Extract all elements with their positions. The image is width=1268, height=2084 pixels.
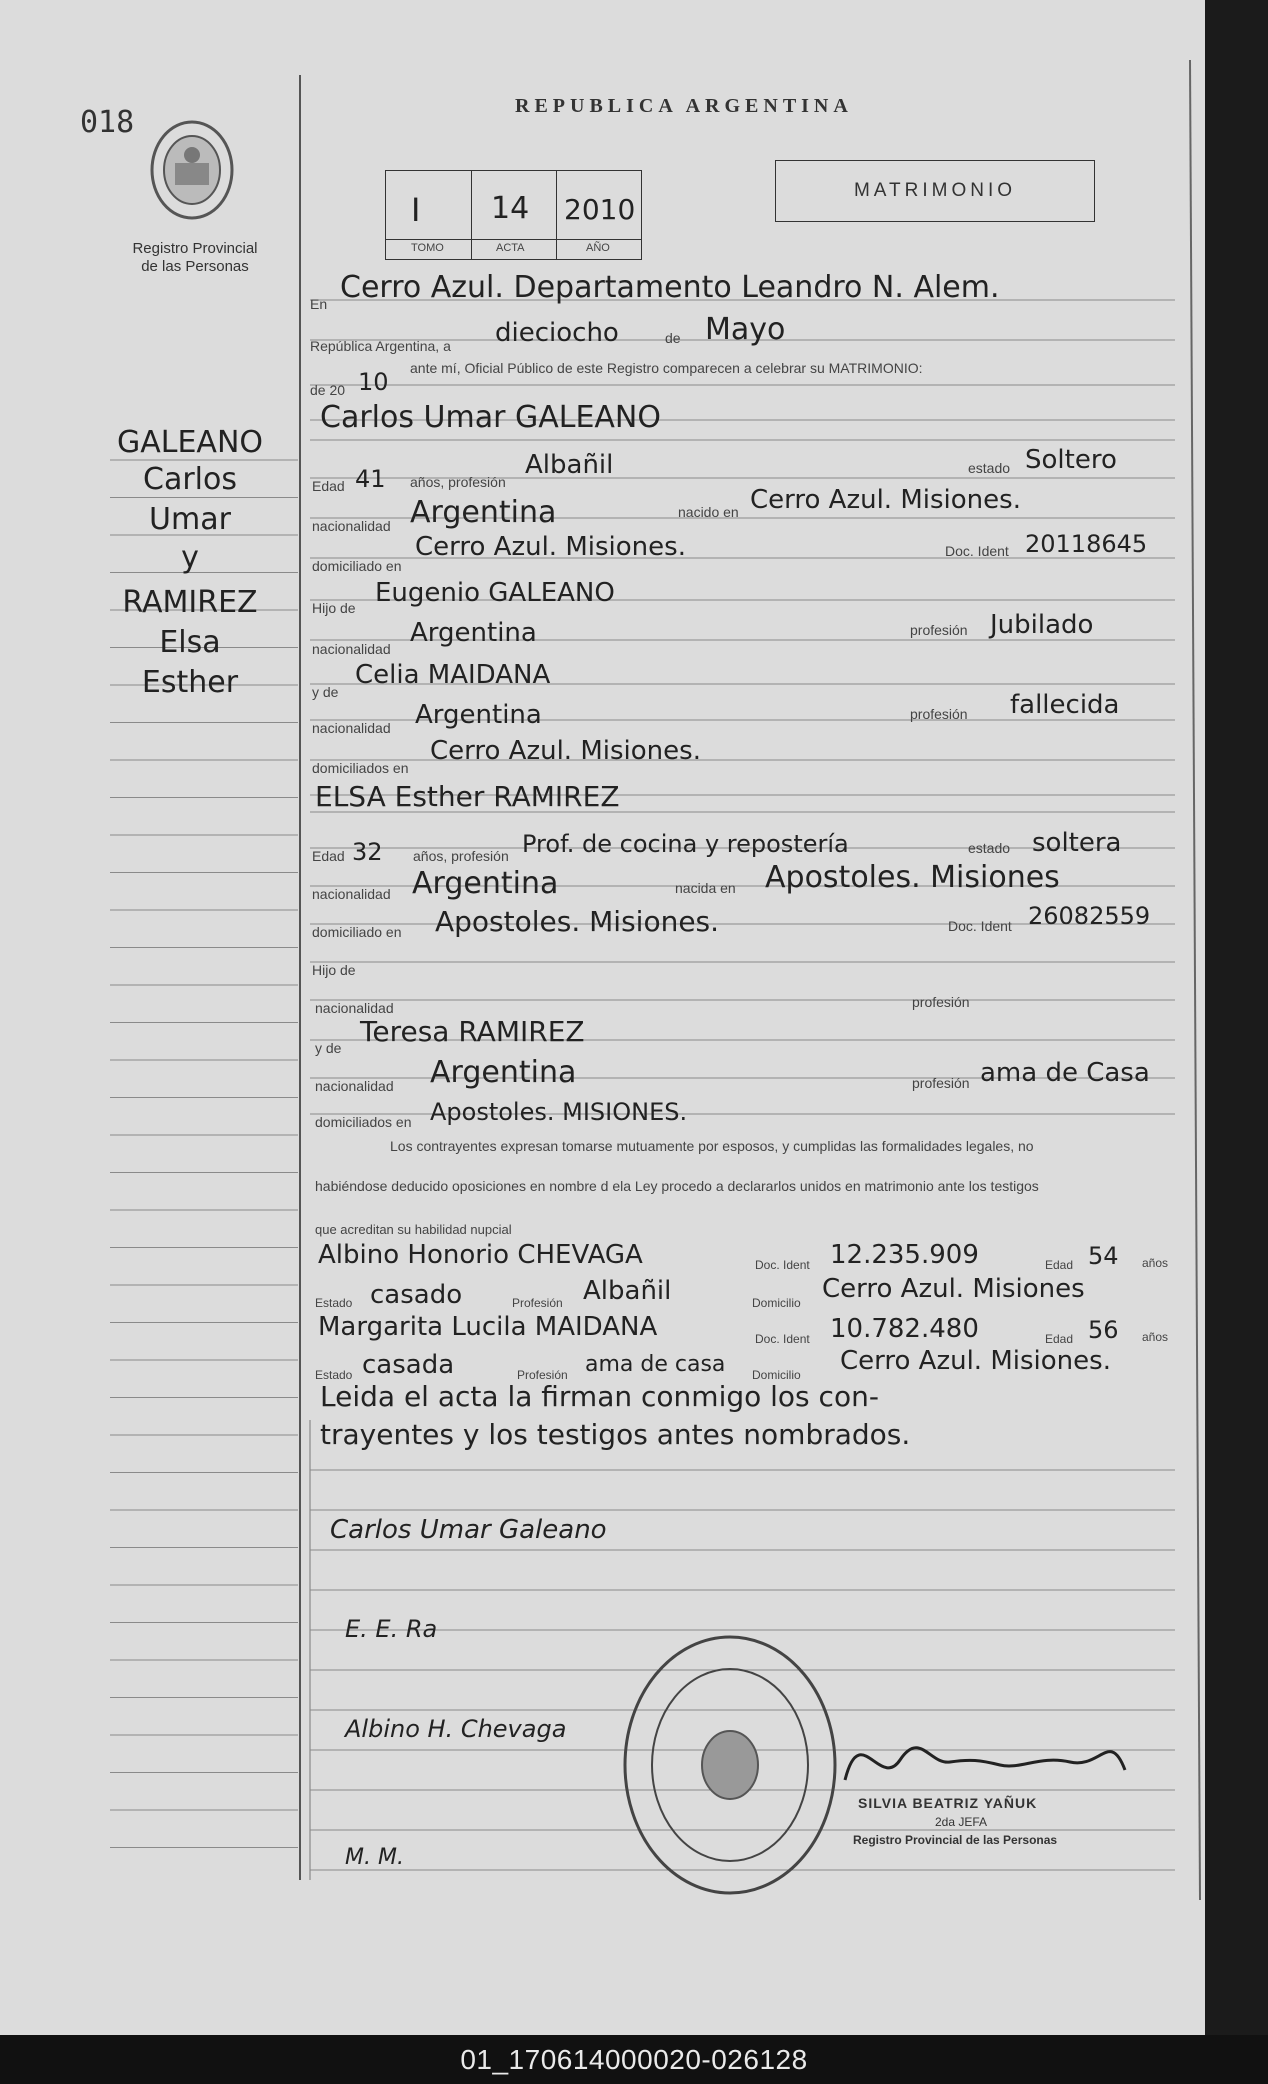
witness-1-name: Albino Honorio CHEVAGA [318, 1240, 643, 1270]
witness-2-estado: casada [362, 1350, 455, 1380]
groom-mother-prof: fallecida [1010, 690, 1120, 720]
bride-estado-label: estado [968, 840, 1011, 856]
en-label: En [310, 296, 328, 312]
groom-nacido-en: Cerro Azul. Misiones. [750, 485, 1021, 515]
groom-profesion-label: años, profesión [410, 474, 506, 490]
bride-dom-label: domiciliado en [312, 924, 402, 940]
bride-doc-label: Doc. Ident [948, 918, 1012, 934]
statement: ante mí, Oficial Público de este Registro comparecen a celebrar su MATRIMONIO: [410, 360, 923, 376]
signature-witness-2: M. M. [345, 1845, 404, 1870]
groom-doc: 20118645 [1025, 530, 1148, 558]
signature-bride: E. E. Ra [345, 1615, 438, 1643]
margin-name-line: Elsa [159, 625, 221, 660]
groom-domicilio: Cerro Azul. Misiones. [415, 532, 686, 562]
country-title: REPUBLICA ARGENTINA [515, 95, 853, 117]
groom-father-nac: Argentina [410, 618, 537, 648]
groom-doc-label: Doc. Ident [945, 543, 1009, 559]
witness-1-estado: casado [370, 1280, 463, 1310]
margin-name-line: y [181, 540, 199, 575]
groom-father-nac-label: nacionalidad [312, 641, 391, 657]
witness-2-name: Margarita Lucila MAIDANA [318, 1312, 658, 1342]
groom-parents-dom-label: domiciliados en [312, 760, 409, 776]
groom-mother-nac-label: nacionalidad [312, 720, 391, 736]
bride-parents-domicilio: Apostoles. MISIONES. [430, 1098, 688, 1126]
groom-mother-label: y de [312, 684, 339, 700]
margin-name-line: Umar [149, 502, 231, 537]
bride-domicilio: Apostoles. Misiones. [435, 905, 720, 938]
document-id-footer: 01_170614000020-026128 [0, 2035, 1268, 2084]
bride-prof-label: años, profesión [413, 848, 509, 864]
bride-father-nac-label: nacionalidad [315, 1000, 394, 1016]
groom-edad-label: Edad [312, 478, 345, 494]
groom-father-prof-label: profesión [910, 622, 968, 638]
bride-mother-nac-label: nacionalidad [315, 1078, 394, 1094]
witness-1-dom-label: Domicilio [752, 1296, 801, 1310]
groom-parents-domicilio: Cerro Azul. Misiones. [430, 736, 701, 766]
day: dieciocho [495, 318, 619, 348]
witness-2-prof: ama de casa [585, 1352, 726, 1377]
witness-2-estado-label: Estado [315, 1368, 353, 1382]
witness-1-doc-label: Doc. Ident [755, 1258, 810, 1272]
place: Cerro Azul. Departamento Leandro N. Alem. [340, 270, 1000, 305]
signature-groom: Carlos Umar Galeano [330, 1515, 607, 1545]
witness-1-domicilio: Cerro Azul. Misiones [822, 1274, 1085, 1304]
official-office: Registro Provincial de las Personas [853, 1833, 1058, 1847]
groom-name: Carlos Umar GALEANO [320, 400, 661, 435]
margin-name-line: GALEANO [116, 425, 263, 460]
groom-profesion: Albañil [525, 450, 614, 480]
month: Mayo [705, 312, 786, 347]
witness-1-edad: 54 [1088, 1242, 1119, 1270]
margin-name-line: Esther [141, 665, 239, 700]
bride-profesion: Prof. de cocina y repostería [522, 830, 849, 858]
bride-mother-label: y de [315, 1040, 342, 1056]
act-type: MATRIMONIO [853, 180, 1017, 201]
groom-father: Eugenio GALEANO [375, 578, 615, 608]
witness-2-anos-label: años [1142, 1330, 1169, 1344]
groom-mother-prof-label: profesión [910, 706, 968, 722]
bride-name: ELSA Esther RAMIREZ [315, 780, 620, 813]
groom-father-prof: Jubilado [990, 610, 1094, 640]
witness-1-anos-label: años [1142, 1256, 1169, 1270]
closing-note-2: trayentes y los testigos antes nombrados. [320, 1418, 911, 1451]
acta-value: 14 [491, 191, 530, 226]
witness-2-doc-label: Doc. Ident [755, 1332, 810, 1346]
official-signature [840, 1710, 1140, 1800]
bride-mother: Teresa RAMIREZ [360, 1015, 585, 1048]
closing-note-1: Leida el acta la firman conmigo los con- [320, 1380, 879, 1413]
groom-nacido-label: nacido en [678, 504, 739, 520]
year-suffix: 10 [358, 368, 389, 396]
groom-mother-nac: Argentina [415, 700, 542, 730]
bride-parents-dom-label: domiciliados en [315, 1114, 412, 1130]
year-prefix: de 20 [310, 382, 346, 398]
registry-seal-caption: Registro Provincial de las Personas [132, 240, 258, 275]
bride-doc: 26082559 [1028, 902, 1151, 930]
witness-1-edad-label: Edad [1045, 1258, 1074, 1272]
tomo-value: I [411, 191, 421, 229]
witness-2-doc: 10.782.480 [830, 1314, 979, 1344]
bride-nacida-label: nacida en [675, 880, 736, 896]
tomo-label: TOMO [411, 242, 444, 254]
legal-text-1: Los contrayentes expresan tomarse mutuamente por esposos, y cumplidas las formalidades legales, no [390, 1138, 1034, 1154]
anio-label: AÑO [586, 242, 610, 254]
bride-nacida-en: Apostoles. Misiones [765, 860, 1060, 895]
legal-text-3: que acreditan su habilidad nupcial [315, 1222, 512, 1237]
groom-dom-label: domiciliado en [312, 558, 402, 574]
bride-mother-prof: ama de Casa [980, 1058, 1150, 1088]
witness-2-prof-label: Profesión [517, 1368, 568, 1382]
witness-1-doc: 12.235.909 [830, 1240, 979, 1270]
page-number: 018 [80, 105, 135, 140]
bride-mother-prof-label: profesión [912, 1075, 970, 1091]
acta-label: ACTA [496, 242, 525, 254]
de-label: de [665, 330, 681, 346]
legal-text-2: habiéndose deducido oposiciones en nombre d ela Ley procedo a declararlos unidos en matrimonio ante los testigos [315, 1178, 1039, 1194]
signature-witness-1: Albino H. Chevaga [345, 1715, 567, 1743]
margin-name-line: RAMIREZ [122, 585, 258, 620]
official-seal-icon [620, 1630, 840, 1900]
act-type-box [775, 160, 1095, 222]
official-name: SILVIA BEATRIZ YAÑUK [858, 1795, 1038, 1811]
witness-1-prof: Albañil [583, 1276, 672, 1306]
groom-hijo-label: Hijo de [312, 600, 356, 616]
groom-mother: Celia MAIDANA [355, 660, 551, 690]
record-box [385, 170, 642, 260]
bride-edad-label: Edad [312, 848, 345, 864]
bride-mother-nac: Argentina [430, 1055, 577, 1090]
groom-nacionalidad: Argentina [410, 495, 557, 530]
bride-estado: soltera [1032, 828, 1122, 858]
witness-2-edad: 56 [1088, 1316, 1119, 1344]
witness-1-estado-label: Estado [315, 1296, 353, 1310]
groom-estado-label: estado [968, 460, 1011, 476]
bride-father-prof-label: profesión [912, 994, 970, 1010]
bride-nac-label: nacionalidad [312, 886, 391, 902]
margin-name-line: Carlos [143, 462, 237, 497]
groom-estado: Soltero [1025, 445, 1117, 475]
witness-2-dom-label: Domicilio [752, 1368, 801, 1382]
groom-edad: 41 [355, 465, 386, 493]
anio-value: 2010 [564, 193, 636, 226]
witness-1-prof-label: Profesión [512, 1296, 563, 1310]
bride-nacionalidad: Argentina [412, 866, 559, 901]
republica-label: República Argentina, a [310, 338, 451, 354]
witness-2-edad-label: Edad [1045, 1332, 1074, 1346]
bride-hijo-label: Hijo de [312, 962, 356, 978]
bride-edad: 32 [352, 838, 383, 866]
witness-2-domicilio: Cerro Azul. Misiones. [840, 1346, 1111, 1376]
official-title: 2da JEFA [935, 1815, 988, 1829]
provincial-seal-icon [145, 115, 240, 225]
groom-nac-label: nacionalidad [312, 518, 391, 534]
